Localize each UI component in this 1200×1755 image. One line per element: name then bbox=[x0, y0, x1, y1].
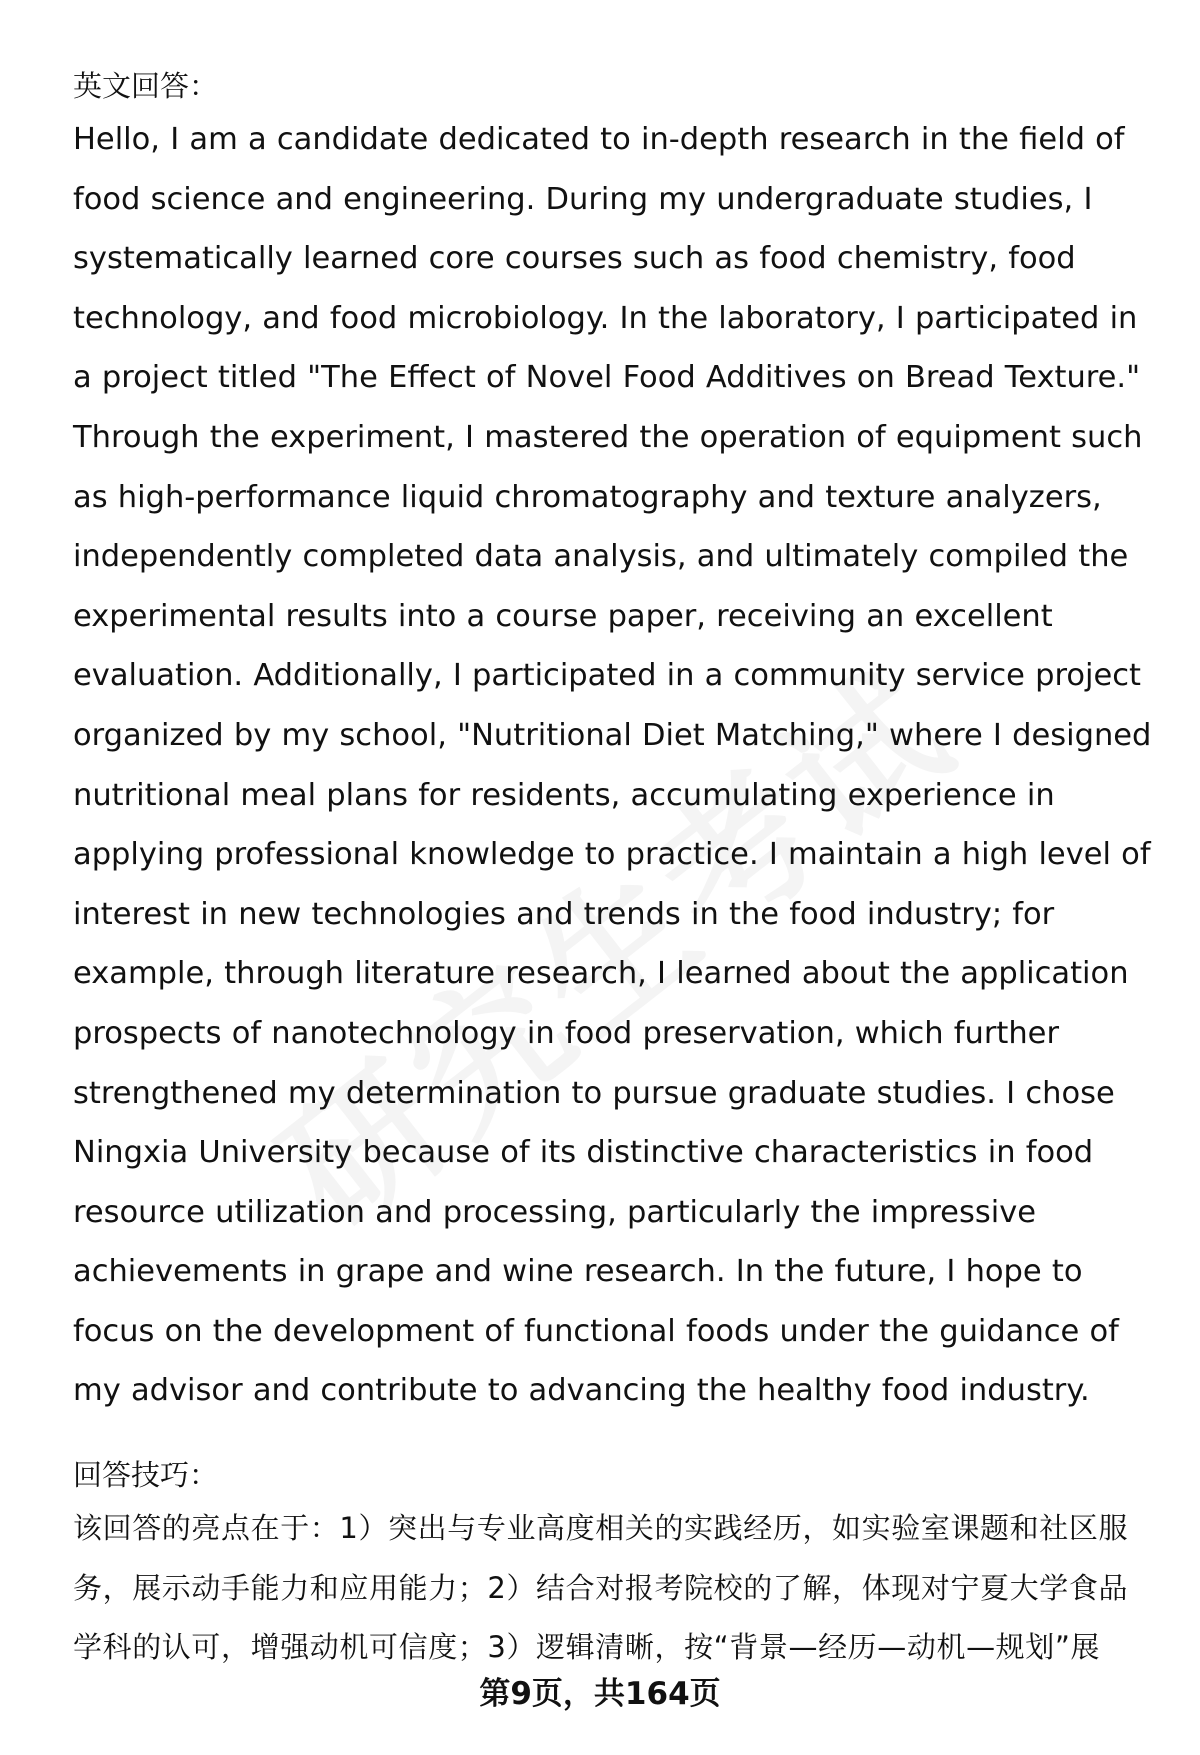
english-answer-paragraph: Hello, I am a candidate dedicated to in-depth research in the field of food science and engineering. During my undergraduate studies, I systematically learned core courses such as food chemistry, food technology, and food microbiology. In the laboratory, I participated in a project titled "The Effect of Novel Food Additives on Bread Texture." Through the experiment, I mastered the operation of equipment such as high-performance liquid chromatography and texture analyzers, independently completed data analysis, and ultimately compiled the experimental results into a course paper, receiving an excellent evaluation. Additionally, I participated in a community service project organized by my school, "Nutritional Diet Matching," where I designed nutritional meal plans for residents, accumulating experience in applying professional knowledge to practice. I maintain a high level of interest in new technologies and trends in the food industry; for example, through literature research, I learned about the application prospects of nanotechnology in food preservation, which further strengthened my determination to pursue graduate studies. I chose Ningxia University because of its distinctive characteristics in food resource utilization and processing, particularly the impressive achievements in grape and wine research. In the future, I hope to focus on the development of functional foods under the guidance of my advisor and contribute to advancing the healthy food industry. bbox=[73, 122, 1152, 1409]
page-content bbox=[73, 62, 1153, 1678]
answer-tips-heading: 回答技巧： bbox=[73, 1458, 219, 1493]
english-answer-heading: 英文回答： bbox=[73, 69, 219, 103]
answer-tips-paragraph: 该回答的亮点在于：1）突出与专业高度相关的实践经历，如实验室课题和社区服务，展示动手能力和应用能力；2）结合对报考院校的了解，体现对宁夏大学食品学科的认可，增强动机可信度；3）逻辑清晰，按“背景—经历—动机—规划”展 bbox=[73, 1511, 1129, 1665]
page-number-footer: 第9页，共164页 bbox=[479, 1676, 721, 1712]
